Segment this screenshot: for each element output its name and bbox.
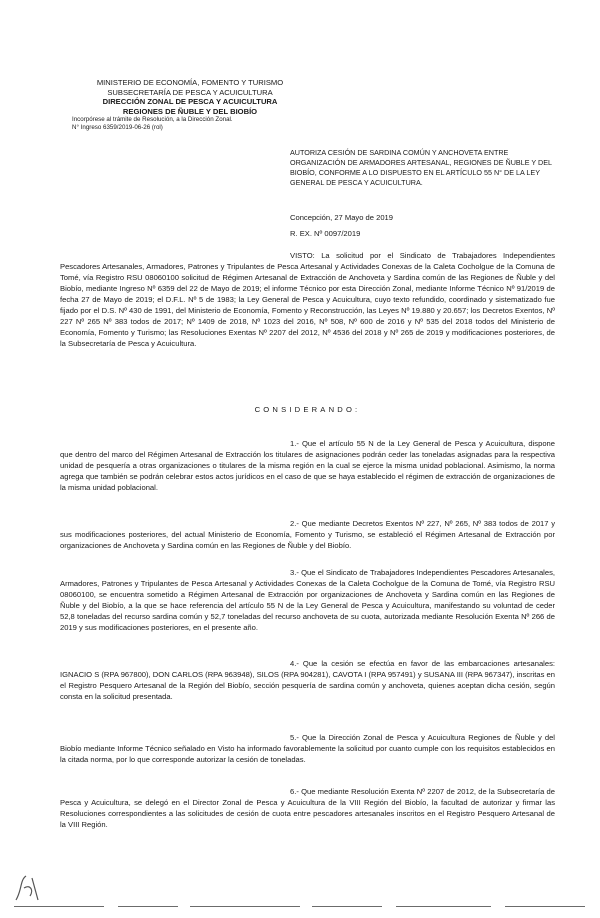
reference-line-1: Incorpórese al trámite de Resolución, a la Dirección Zonal. [72, 116, 233, 124]
considerando-heading: CONSIDERANDO: [254, 405, 361, 414]
considerando-paragraph-4: 4.- Que la cesión se efectúa en favor de las embarcaciones artesanales: IGNACIO S (RPA 967800), DON CARLOS (RPA 963948), SILOS (RPA 904281), CAVOTA I (RPA 957491) y SUSANA III (RPA 967347), inscritas en el Registro Pesquero Artesanal de la Región del Biobío, sección pesquería de sardina común y anchoveta, quienes aceptan dicha cesión, según consta en la solicitud presentada. [60, 659, 555, 701]
direccion-zonal-name: DIRECCIÓN ZONAL DE PESCA Y ACUICULTURA [102, 97, 278, 107]
margin-initials-mark [12, 870, 44, 906]
resolution-number: R. EX. Nº 0097/2019 [290, 229, 361, 238]
considerando-paragraph-1: 1.- Que el artículo 55 N de la Ley General de Pesca y Acuicultura, dispone que dentro del marco del Régimen Artesanal de Extracción los titulares de asignaciones podrán ceder las toneladas asignadas para la respectiva unidad de pesquería a otras organizaciones o titulares de la misma región en la cual se ejerce la misma unidad poblacional. Asimismo, la norma agrega que también se podrán celebrar estos actos jurídicos en el caso de que se haya establecido el régimen de extracción de organizaciones de la misma unidad poblacional. [60, 439, 555, 492]
visto-paragraph: VISTO: La solicitud por el Sindicato de Trabajadores Independientes Pescadores Artesanales, Armadores, Patrones y Tripulantes de Pesca Artesanal y Actividades Conexas de la Caleta Cocholgue de la Comuna de Tomé, vía Registro RSU 08060100 solicitud de Régimen Artesanal de Extracción de Anchoveta y Sardina común de las Regiones de Ñuble y del Biobío, mediante Ingreso Nº 6359 del 22 de Mayo de 2019; el informe Técnico por esta Dirección Zonal, mediante Informe Técnico Nº 91/2019 de fecha 27 de Mayo de 2019; el D.F.L. Nº 5 de 1983; la Ley General de Pesca y Acuicultura, cuyo texto refundido, coordinado y sistematizado fue fijado por el D.S. Nº 430 de 1991, del Ministerio de Economía, Fomento y Reconstrucción, las Leyes Nº 19.880 y 20.657; los Decretos Exentos, Nº 227 Nº 265 Nº 383 todos de 2017; Nº 1409 de 2018, Nº 1023 del 2016, Nº 508, Nº 600 de 2016 y Nº 535 del 2018 todos del Ministerio de Economía, Fomento y Turismo; las Resoluciones Exentas Nº 2207 del 2012, Nº 4536 del 2018 y Nº 265 de 2019 y modificaciones posteriores, de la Subsecretaría de Pesca y Acuicultura. [60, 251, 555, 348]
considerando-paragraph-2: 2.- Que mediante Decretos Exentos Nº 227, Nº 265, Nº 383 todos de 2017 y sus modificaciones posteriores, del actual Ministerio de Economía, Fomento y Turismo, se estableció el Régimen Artesanal de Extracción por organizaciones de Anchoveta y Sardina común en las Regiones de Ñuble y del Biobío. [60, 519, 555, 550]
regiones-name: REGIONES DE ÑUBLE Y DEL BIOBÍO [122, 106, 258, 116]
reference-line-2: N° Ingreso 6359/2019-06-26 (rol) [72, 123, 163, 131]
ministry-name: MINISTERIO DE ECONOMÍA, FOMENTO Y TURISMO [96, 78, 284, 87]
footer-rule [0, 906, 600, 912]
considerando-paragraph-5: 5.- Que la Dirección Zonal de Pesca y Acuicultura Regiones de Ñuble y del Biobío mediante Informe Técnico señalado en Visto ha informado favorablemente la solicitud por cuanto cumple con los requisitos establecidos en la citada norma, por lo que corresponde autorizar la cesión de toneladas. [60, 733, 555, 764]
date-line: Concepción, 27 Mayo de 2019 [290, 213, 394, 222]
resolution-subject: AUTORIZA CESIÓN DE SARDINA COMÚN Y ANCHOVETA ENTRE ORGANIZACIÓN DE ARMADORES ARTESANAL, REGIONES DE ÑUBLE Y DEL BIOBÍO, CONFORME A LO DISPUESTO EN EL ARTÍCULO 55 N° DE LA LEY GENERAL DE PESCA Y ACUICULTURA. [290, 148, 552, 187]
considerando-paragraph-3: 3.- Que el Sindicato de Trabajadores Independientes Pescadores Artesanales, Armadores, Patrones y Tripulantes de Pesca Artesanal y Actividades Conexas de la Caleta Cocholgue de la Comuna de Tomé, vía Registro RSU 08060100, se encuentra sometido a Régimen Artesanal de Extracción por organizaciones de Anchoveta y Sardina común en las Regiones de Ñuble y del Biobío, a la que se hace referencia del artículo 55 N de la Ley General de Pesca y Acuicultura, manifestando su voluntad de ceder 52,8 toneladas del recurso sardina común y 52,7 toneladas del recurso anchoveta de su cuota, autorizada mediante Resolución Exenta Nº 266 de 2019 y sus modificaciones posteriores, en el presente año. [60, 568, 555, 632]
subsecretaria-name: SUBSECRETARÍA DE PESCA Y ACUICULTURA [107, 87, 273, 97]
considerando-paragraph-6: 6.- Que mediante Resolución Exenta Nº 2207 de 2012, de la Subsecretaría de Pesca y Acuicultura, se delegó en el Director Zonal de Pesca y Acuicultura de la VIII Región del Biobío, la facultad de autorizar y firmar las Resoluciones correspondientes a las solicitudes de cesión de cuota entre pescadores artesanales inscritos en el Registro Pesquero Artesanal de la VIII Región. [60, 787, 555, 829]
letterhead [70, 78, 310, 132]
